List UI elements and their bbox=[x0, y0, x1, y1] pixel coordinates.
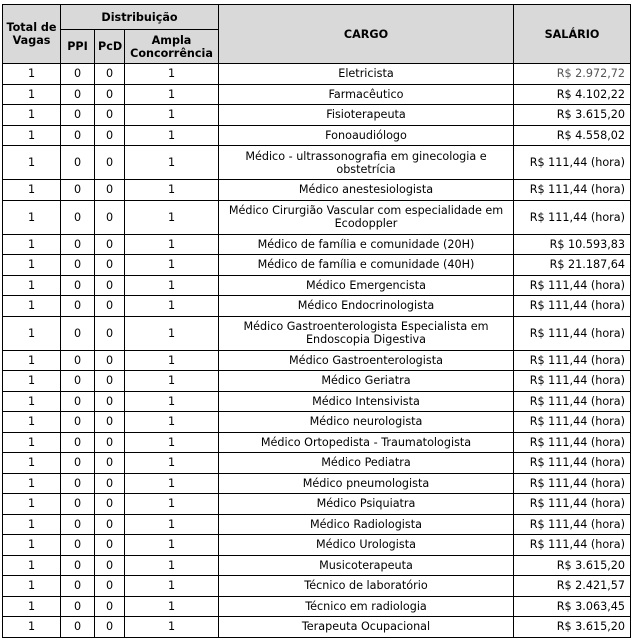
cell-salario: R$ 21.187,64 bbox=[514, 255, 631, 276]
cell-ppi: 0 bbox=[61, 146, 95, 180]
cell-total-vagas: 1 bbox=[3, 255, 61, 276]
table-row bbox=[3, 535, 631, 556]
cell-ppi: 0 bbox=[61, 596, 95, 617]
cell-pcd: 0 bbox=[95, 234, 125, 255]
cell-salario: R$ 111,44 (hora) bbox=[514, 494, 631, 515]
cell-pcd: 0 bbox=[95, 371, 125, 392]
cell-salario: R$ 111,44 (hora) bbox=[514, 200, 631, 234]
cell-salario: R$ 111,44 (hora) bbox=[514, 350, 631, 371]
cell-salario: R$ 111,44 (hora) bbox=[514, 453, 631, 474]
cell-salario: R$ 3.615,20 bbox=[514, 617, 631, 638]
cell-ampla-concorrencia: 1 bbox=[125, 596, 219, 617]
cell-ampla-concorrencia: 1 bbox=[125, 84, 219, 105]
cell-pcd: 0 bbox=[95, 350, 125, 371]
cell-salario: R$ 2.421,57 bbox=[514, 576, 631, 597]
cell-ppi: 0 bbox=[61, 535, 95, 556]
cell-ampla-concorrencia: 1 bbox=[125, 391, 219, 412]
cell-pcd: 0 bbox=[95, 555, 125, 576]
cell-cargo: Terapeuta Ocupacional bbox=[219, 617, 514, 638]
header-cargo: CARGO bbox=[219, 5, 514, 64]
table-row bbox=[3, 316, 631, 350]
cell-cargo: Médico Psiquiatra bbox=[219, 494, 514, 515]
cell-cargo: Médico pneumologista bbox=[219, 473, 514, 494]
cell-total-vagas: 1 bbox=[3, 105, 61, 126]
table-row bbox=[3, 180, 631, 201]
cell-ampla-concorrencia: 1 bbox=[125, 555, 219, 576]
cell-salario: R$ 111,44 (hora) bbox=[514, 316, 631, 350]
cell-ampla-concorrencia: 1 bbox=[125, 64, 219, 85]
table-row bbox=[3, 350, 631, 371]
cell-pcd: 0 bbox=[95, 617, 125, 638]
cell-total-vagas: 1 bbox=[3, 412, 61, 433]
table-row bbox=[3, 473, 631, 494]
cell-pcd: 0 bbox=[95, 535, 125, 556]
cell-ppi: 0 bbox=[61, 105, 95, 126]
cell-cargo: Fonoaudiólogo bbox=[219, 125, 514, 146]
cell-ampla-concorrencia: 1 bbox=[125, 412, 219, 433]
cell-cargo: Médico Intensivista bbox=[219, 391, 514, 412]
cell-total-vagas: 1 bbox=[3, 453, 61, 474]
cell-total-vagas: 1 bbox=[3, 576, 61, 597]
cell-total-vagas: 1 bbox=[3, 296, 61, 317]
cell-salario: R$ 111,44 (hora) bbox=[514, 275, 631, 296]
cell-salario: R$ 3.615,20 bbox=[514, 105, 631, 126]
header-salario: SALÁRIO bbox=[514, 5, 631, 64]
cell-cargo: Médico Gastroenterologista bbox=[219, 350, 514, 371]
cell-salario: R$ 111,44 (hora) bbox=[514, 412, 631, 433]
cell-salario: R$ 111,44 (hora) bbox=[514, 391, 631, 412]
cell-total-vagas: 1 bbox=[3, 617, 61, 638]
cell-total-vagas: 1 bbox=[3, 391, 61, 412]
cell-cargo: Médico de família e comunidade (40H) bbox=[219, 255, 514, 276]
cell-total-vagas: 1 bbox=[3, 535, 61, 556]
cell-pcd: 0 bbox=[95, 275, 125, 296]
cell-salario: R$ 111,44 (hora) bbox=[514, 432, 631, 453]
table-body bbox=[3, 64, 631, 638]
cell-ampla-concorrencia: 1 bbox=[125, 514, 219, 535]
table-row bbox=[3, 146, 631, 180]
cell-salario: R$ 3.063,45 bbox=[514, 596, 631, 617]
cell-salario: R$ 111,44 (hora) bbox=[514, 514, 631, 535]
cell-total-vagas: 1 bbox=[3, 200, 61, 234]
vacancy-table bbox=[2, 4, 631, 638]
cell-ppi: 0 bbox=[61, 275, 95, 296]
cell-pcd: 0 bbox=[95, 494, 125, 515]
cell-cargo: Médico Pediatra bbox=[219, 453, 514, 474]
cell-pcd: 0 bbox=[95, 514, 125, 535]
cell-total-vagas: 1 bbox=[3, 146, 61, 180]
cell-ampla-concorrencia: 1 bbox=[125, 350, 219, 371]
cell-salario: R$ 111,44 (hora) bbox=[514, 296, 631, 317]
cell-ampla-concorrencia: 1 bbox=[125, 255, 219, 276]
cell-ppi: 0 bbox=[61, 125, 95, 146]
cell-ppi: 0 bbox=[61, 84, 95, 105]
cell-cargo: Técnico em radiologia bbox=[219, 596, 514, 617]
header-total-vagas: Total de Vagas bbox=[3, 5, 61, 64]
table-row bbox=[3, 371, 631, 392]
cell-ampla-concorrencia: 1 bbox=[125, 125, 219, 146]
cell-salario: R$ 4.102,22 bbox=[514, 84, 631, 105]
table-row bbox=[3, 125, 631, 146]
cell-ampla-concorrencia: 1 bbox=[125, 576, 219, 597]
cell-pcd: 0 bbox=[95, 412, 125, 433]
cell-ampla-concorrencia: 1 bbox=[125, 105, 219, 126]
cell-ppi: 0 bbox=[61, 391, 95, 412]
table-row bbox=[3, 64, 631, 85]
cell-pcd: 0 bbox=[95, 576, 125, 597]
cell-cargo: Musicoterapeuta bbox=[219, 555, 514, 576]
cell-salario: R$ 4.558,02 bbox=[514, 125, 631, 146]
cell-ppi: 0 bbox=[61, 371, 95, 392]
table-row bbox=[3, 105, 631, 126]
cell-total-vagas: 1 bbox=[3, 125, 61, 146]
cell-cargo: Médico Emergencista bbox=[219, 275, 514, 296]
cell-ampla-concorrencia: 1 bbox=[125, 180, 219, 201]
table-row bbox=[3, 84, 631, 105]
cell-total-vagas: 1 bbox=[3, 275, 61, 296]
cell-total-vagas: 1 bbox=[3, 596, 61, 617]
cell-ppi: 0 bbox=[61, 412, 95, 433]
cell-ampla-concorrencia: 1 bbox=[125, 617, 219, 638]
cell-salario: R$ 2.972,72 bbox=[514, 64, 631, 85]
cell-cargo: Médico anestesiologista bbox=[219, 180, 514, 201]
cell-ppi: 0 bbox=[61, 473, 95, 494]
cell-cargo: Eletricista bbox=[219, 64, 514, 85]
cell-pcd: 0 bbox=[95, 453, 125, 474]
table-row bbox=[3, 453, 631, 474]
cell-total-vagas: 1 bbox=[3, 180, 61, 201]
cell-ppi: 0 bbox=[61, 432, 95, 453]
table-row bbox=[3, 432, 631, 453]
cell-ampla-concorrencia: 1 bbox=[125, 432, 219, 453]
cell-cargo: Médico Cirurgião Vascular com especialidade em Ecodoppler bbox=[219, 200, 514, 234]
cell-total-vagas: 1 bbox=[3, 234, 61, 255]
cell-total-vagas: 1 bbox=[3, 555, 61, 576]
cell-cargo: Fisioterapeuta bbox=[219, 105, 514, 126]
cell-total-vagas: 1 bbox=[3, 350, 61, 371]
cell-pcd: 0 bbox=[95, 473, 125, 494]
table-row bbox=[3, 576, 631, 597]
cell-cargo: Farmacêutico bbox=[219, 84, 514, 105]
cell-pcd: 0 bbox=[95, 255, 125, 276]
table-row bbox=[3, 412, 631, 433]
cell-cargo: Técnico de laboratório bbox=[219, 576, 514, 597]
cell-total-vagas: 1 bbox=[3, 316, 61, 350]
cell-ppi: 0 bbox=[61, 296, 95, 317]
cell-ppi: 0 bbox=[61, 350, 95, 371]
cell-ppi: 0 bbox=[61, 576, 95, 597]
cell-ampla-concorrencia: 1 bbox=[125, 296, 219, 317]
table-row bbox=[3, 234, 631, 255]
cell-pcd: 0 bbox=[95, 180, 125, 201]
cell-ppi: 0 bbox=[61, 234, 95, 255]
cell-ppi: 0 bbox=[61, 64, 95, 85]
cell-cargo: Médico Gastroenterologista Especialista em Endoscopia Digestiva bbox=[219, 316, 514, 350]
cell-total-vagas: 1 bbox=[3, 473, 61, 494]
cell-cargo: Médico Ortopedista - Traumatologista bbox=[219, 432, 514, 453]
table-row bbox=[3, 555, 631, 576]
table-row bbox=[3, 514, 631, 535]
table-row bbox=[3, 296, 631, 317]
table-row bbox=[3, 200, 631, 234]
cell-cargo: Médico - ultrassonografia em ginecologia e obstetrícia bbox=[219, 146, 514, 180]
cell-ampla-concorrencia: 1 bbox=[125, 146, 219, 180]
cell-total-vagas: 1 bbox=[3, 432, 61, 453]
cell-ppi: 0 bbox=[61, 316, 95, 350]
cell-cargo: Médico Urologista bbox=[219, 535, 514, 556]
cell-salario: R$ 10.593,83 bbox=[514, 234, 631, 255]
cell-salario: R$ 111,44 (hora) bbox=[514, 146, 631, 180]
cell-ampla-concorrencia: 1 bbox=[125, 535, 219, 556]
cell-pcd: 0 bbox=[95, 105, 125, 126]
cell-ampla-concorrencia: 1 bbox=[125, 200, 219, 234]
header-distribuicao: Distribuição bbox=[61, 5, 219, 30]
table-row bbox=[3, 617, 631, 638]
cell-pcd: 0 bbox=[95, 316, 125, 350]
cell-pcd: 0 bbox=[95, 64, 125, 85]
cell-ppi: 0 bbox=[61, 180, 95, 201]
cell-salario: R$ 111,44 (hora) bbox=[514, 473, 631, 494]
header-ppi: PPI bbox=[61, 30, 95, 64]
cell-salario: R$ 3.615,20 bbox=[514, 555, 631, 576]
cell-pcd: 0 bbox=[95, 296, 125, 317]
table-row bbox=[3, 494, 631, 515]
cell-salario: R$ 111,44 (hora) bbox=[514, 180, 631, 201]
table-row bbox=[3, 275, 631, 296]
cell-pcd: 0 bbox=[95, 84, 125, 105]
cell-cargo: Médico Endocrinologista bbox=[219, 296, 514, 317]
cell-ampla-concorrencia: 1 bbox=[125, 316, 219, 350]
cell-pcd: 0 bbox=[95, 200, 125, 234]
cell-total-vagas: 1 bbox=[3, 64, 61, 85]
cell-pcd: 0 bbox=[95, 146, 125, 180]
cell-total-vagas: 1 bbox=[3, 84, 61, 105]
table-row bbox=[3, 596, 631, 617]
cell-ppi: 0 bbox=[61, 514, 95, 535]
cell-ampla-concorrencia: 1 bbox=[125, 473, 219, 494]
cell-cargo: Médico Geriatra bbox=[219, 371, 514, 392]
cell-ppi: 0 bbox=[61, 200, 95, 234]
cell-ampla-concorrencia: 1 bbox=[125, 494, 219, 515]
cell-cargo: Médico neurologista bbox=[219, 412, 514, 433]
cell-ampla-concorrencia: 1 bbox=[125, 234, 219, 255]
cell-ppi: 0 bbox=[61, 555, 95, 576]
cell-total-vagas: 1 bbox=[3, 494, 61, 515]
table-row bbox=[3, 391, 631, 412]
header-ampla: Ampla Concorrência bbox=[125, 30, 219, 64]
cell-ppi: 0 bbox=[61, 453, 95, 474]
cell-pcd: 0 bbox=[95, 125, 125, 146]
cell-salario: R$ 111,44 (hora) bbox=[514, 535, 631, 556]
cell-pcd: 0 bbox=[95, 432, 125, 453]
cell-cargo: Médico Radiologista bbox=[219, 514, 514, 535]
cell-ppi: 0 bbox=[61, 617, 95, 638]
cell-cargo: Médico de família e comunidade (20H) bbox=[219, 234, 514, 255]
cell-ppi: 0 bbox=[61, 255, 95, 276]
cell-ampla-concorrencia: 1 bbox=[125, 453, 219, 474]
cell-ampla-concorrencia: 1 bbox=[125, 275, 219, 296]
cell-pcd: 0 bbox=[95, 391, 125, 412]
cell-total-vagas: 1 bbox=[3, 514, 61, 535]
table-row bbox=[3, 255, 631, 276]
header-pcd: PcD bbox=[95, 30, 125, 64]
cell-pcd: 0 bbox=[95, 596, 125, 617]
cell-ampla-concorrencia: 1 bbox=[125, 371, 219, 392]
cell-salario: R$ 111,44 (hora) bbox=[514, 371, 631, 392]
cell-ppi: 0 bbox=[61, 494, 95, 515]
cell-total-vagas: 1 bbox=[3, 371, 61, 392]
